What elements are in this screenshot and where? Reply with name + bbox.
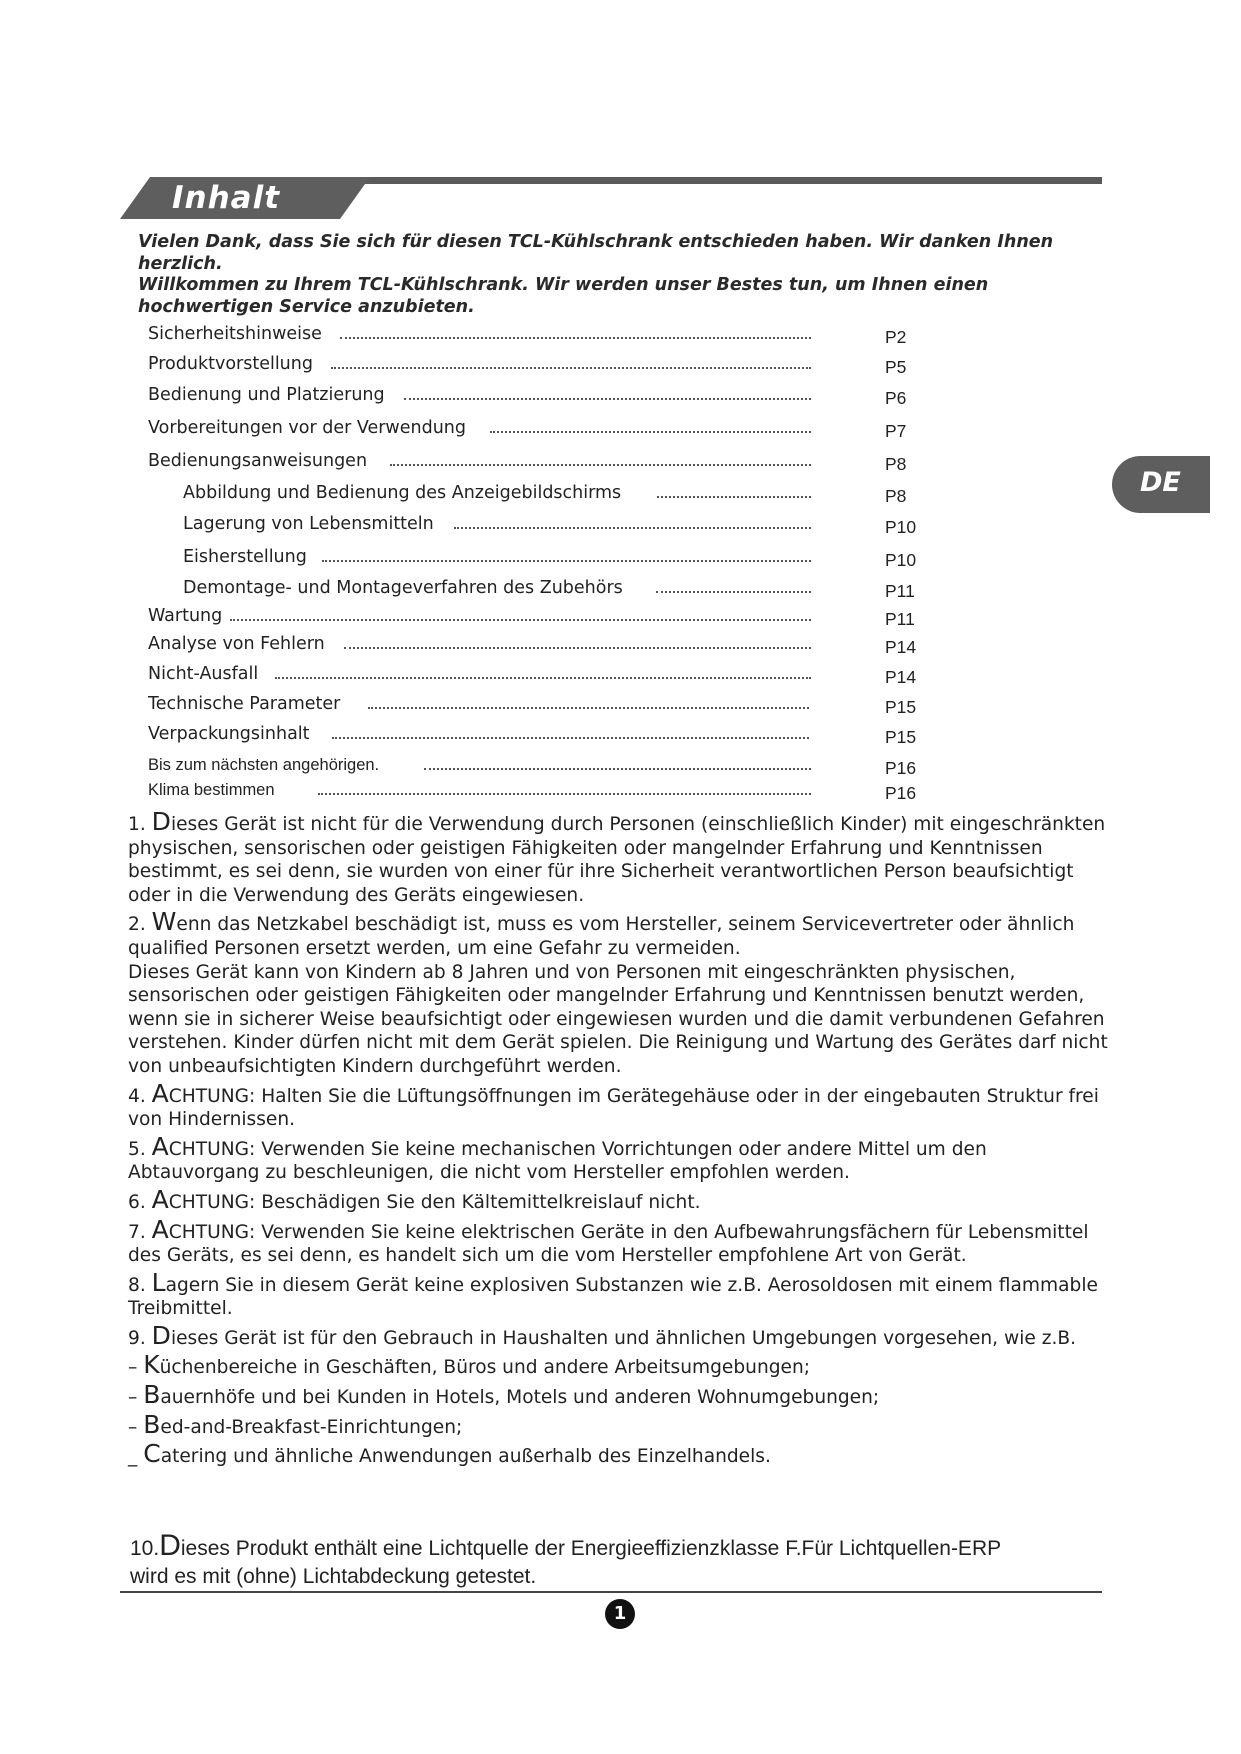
instruction-item [128,1214,1108,1268]
item-number: 9. [128,1327,146,1349]
toc-page: P8 [885,454,907,474]
item-text: ieses Produkt enthält eine Lichtquelle der Energieeffizienzklasse F.Für Lichtquellen-ERP wird es mit (ohne) Lichtabdeckung getestet. [130,1537,1001,1588]
item-initial: W [151,907,177,937]
toc-title: Technische Parameter [148,694,341,714]
item-number: 4. [128,1085,146,1107]
bullet-initial: B [143,1380,161,1410]
safety-instructions [128,807,1108,1474]
toc-leader [390,464,811,466]
bullet-initial: B [143,1409,161,1439]
instruction-item [128,1131,1108,1185]
toc-leader [454,527,811,529]
bullet-text: auernhöfe und bei Kunden in Hotels, Motels und anderen Wohnumgebungen; [160,1387,880,1409]
toc-title: Produktvorstellung [148,354,313,374]
toc-leader [656,591,811,593]
instruction-paragraph: Dieses Gerät kann von Kindern ab 8 Jahren und von Personen mit eingeschränkten physischen, sensorischen oder geistigen Fähigkeiten oder mangelnder Erfahrung und Kenntnissen benutzt werden, wenn sie in sicherer Weise beaufsichtigt oder eingewiesen wurden und die damit verbundenen Gefahren verstehen. Kinder dürfen nicht mit dem Gerät spielen. Die Reinigung und Wartung des Gerätes darf nicht von unbeaufsichtigten Kindern durchgeführt werden. [128,961,1108,1077]
bullet-initial: C [143,1439,161,1469]
intro-line-2: Willkommen zu Ihrem TCL-Kühlschrank. Wir werden unser Bestes tun, um Ihnen einen hochwertigen Service anzubieten. [138,275,989,317]
toc-row[interactable] [0,322,1241,346]
toc-leader [657,496,811,498]
bullet-initial: K [143,1350,160,1380]
bullet-text: ed-and-Breakfast-Einrichtungen; [160,1416,463,1438]
bullet-item [128,1409,1108,1440]
toc-title: Eisherstellung [183,547,307,567]
toc-title: Bis zum nächsten angehörigen. [148,756,380,774]
toc-title: Klima bestimmen [148,781,275,799]
item-initial: A [151,1078,169,1108]
item-initial: D [151,1320,171,1350]
toc-page: P14 [885,667,917,687]
toc-page: P8 [885,486,907,506]
toc-leader [490,431,811,433]
bullet-dash: – [128,1416,138,1438]
toc-row[interactable] [0,778,1241,802]
toc-leader [424,768,811,770]
toc-row[interactable] [0,662,1241,686]
toc-page: P10 [885,517,917,537]
item-text: agern Sie in diesem Gerät keine explosiven Substanzen wie z.B. Aerosoldosen mit einem flammable Treibmittel. [128,1274,1098,1320]
toc-row[interactable] [0,416,1241,440]
language-label: DE [1140,467,1181,498]
toc-row[interactable] [0,545,1241,569]
toc-page: P15 [885,697,917,717]
header-rule [340,177,1102,184]
bullet-text: üchenbereiche in Geschäften, Büros und andere Arbeitsumgebungen; [159,1357,811,1379]
toc-leader [368,707,809,709]
item-text: enn das Netzkabel beschädigt ist, muss es vom Hersteller, seinem Servicevertreter oder ähnlich qualified Personen ersetzt werden, um eine Gefahr zu vermeiden. [128,914,1075,959]
item-initial: L [151,1267,166,1297]
toc-title: Wartung [148,606,223,626]
toc-row[interactable] [0,449,1241,473]
page-title: Inhalt [172,180,281,216]
toc-page: P11 [885,581,915,601]
item-initial: D [151,807,171,836]
instruction-item [128,1078,1108,1132]
bullet-dash: – [128,1357,138,1379]
toc-row[interactable] [0,352,1241,376]
toc-leader [344,647,811,649]
instruction-item [128,907,1108,960]
toc-title: Abbildung und Bedienung des Anzeigebildschirms [183,483,622,503]
instruction-item-10 [130,1529,1030,1591]
bullet-item [128,1439,1108,1469]
bullet-dash: – [128,1387,138,1409]
toc-row[interactable] [0,481,1241,505]
toc-leader [340,337,811,339]
toc-leader [322,560,811,562]
toc-row[interactable] [0,383,1241,407]
item-text: CHTUNG: Beschädigen Sie den Kältemittelkreislauf nicht. [168,1191,701,1213]
toc-page: P6 [885,388,907,408]
item-text: CHTUNG: Halten Sie die Lüftungsöffnungen im Gerätegehäuse oder in der eingebauten Struktur frei von Hindernissen. [128,1085,1099,1131]
toc-page: P11 [885,609,915,629]
instruction-item [128,1267,1108,1321]
toc-row[interactable] [0,512,1241,536]
toc-leader [230,619,811,621]
item-number: 10. [130,1537,160,1560]
bullet-dash: _ [128,1446,138,1468]
toc-row[interactable] [0,576,1241,600]
toc-page: P2 [885,327,907,347]
intro-line-1: Vielen Dank, dass Sie sich für diesen TCL-Kühlschrank entschieden haben. Wir danken Ihnen herzlich. [138,232,1054,274]
toc-row[interactable] [0,692,1241,716]
toc-title: Lagerung von Lebensmitteln [183,514,434,534]
item-text: ieses Gerät ist für den Gebrauch in Haushalten und ähnlichen Umgebungen vorgesehen, wie z.B. [170,1327,1077,1349]
item-initial: D [159,1529,181,1562]
toc-row[interactable] [0,604,1241,628]
item-number: 6. [128,1191,146,1213]
toc-page: P5 [885,357,907,377]
toc-title: Sicherheitshinweise [148,324,322,344]
toc-row[interactable] [0,632,1241,656]
footer-rule [120,1591,1102,1593]
item-initial: A [151,1184,169,1214]
item-text: CHTUNG: Verwenden Sie keine mechanischen Vorrichtungen oder andere Mittel um den Abtauvorgang zu beschleunigen, die nicht vom Hersteller empfohlen werden. [128,1138,987,1184]
instruction-item [128,1184,1108,1215]
toc-row[interactable] [0,753,1241,777]
toc-title: Bedienungsanweisungen [148,451,368,471]
toc-leader [332,737,809,739]
item-number: 7. [128,1221,146,1243]
bullet-item [128,1350,1108,1380]
toc-leader [275,677,811,679]
toc-page: P7 [885,421,907,441]
item-text: ieses Gerät ist nicht für die Verwendung durch Personen (einschließlich Kinder) mit eingeschränkten physischen, sensorischen oder geistigen Fähigkeiten oder mangelnder Erfahrung und Kenntnissen bestimmt, es sei denn, sie wurden von einer für ihre Sicherheit verantwortlichen Person beaufsichtigt oder in die Verwendung des Geräts eingewiesen. [128,814,1106,906]
toc-page: P10 [885,550,917,570]
item-number: 2. [128,914,146,936]
page-number-badge: 1 [605,1599,635,1629]
toc-page: P16 [885,783,917,803]
intro-text [138,232,1078,318]
item-text: CHTUNG: Verwenden Sie keine elektrischen Geräte in den Aufbewahrungsfächern für Lebensmittel des Geräts, es sei denn, es handelt sich um die vom Hersteller empfohlene Art von Gerät. [128,1221,1089,1267]
toc-title: Verpackungsinhalt [148,724,310,744]
instruction-item [128,1320,1108,1351]
item-number: 5. [128,1138,146,1160]
toc-title: Analyse von Fehlern [148,634,325,654]
toc-leader [404,398,811,400]
instruction-item [128,807,1108,907]
toc-title: Demontage- und Montageverfahren des Zubehörs [183,578,623,598]
item-initial: A [151,1131,169,1161]
toc-title: Nicht-Ausfall [148,664,259,684]
toc-leader [331,367,811,369]
toc-title: Vorbereitungen vor der Verwendung [148,418,466,438]
item-number: 8. [128,1274,146,1296]
toc-page: P15 [885,727,917,747]
bullet-item [128,1380,1108,1410]
toc-title: Bedienung und Platzierung [148,385,385,405]
item-number: 1. [128,814,146,835]
bullet-text: atering und ähnliche Anwendungen außerhalb des Einzelhandels. [160,1446,771,1468]
toc-leader [318,793,811,795]
item-initial: A [151,1214,169,1244]
toc-page: P16 [885,758,917,778]
toc-page: P14 [885,637,917,657]
toc-row[interactable] [0,722,1241,746]
